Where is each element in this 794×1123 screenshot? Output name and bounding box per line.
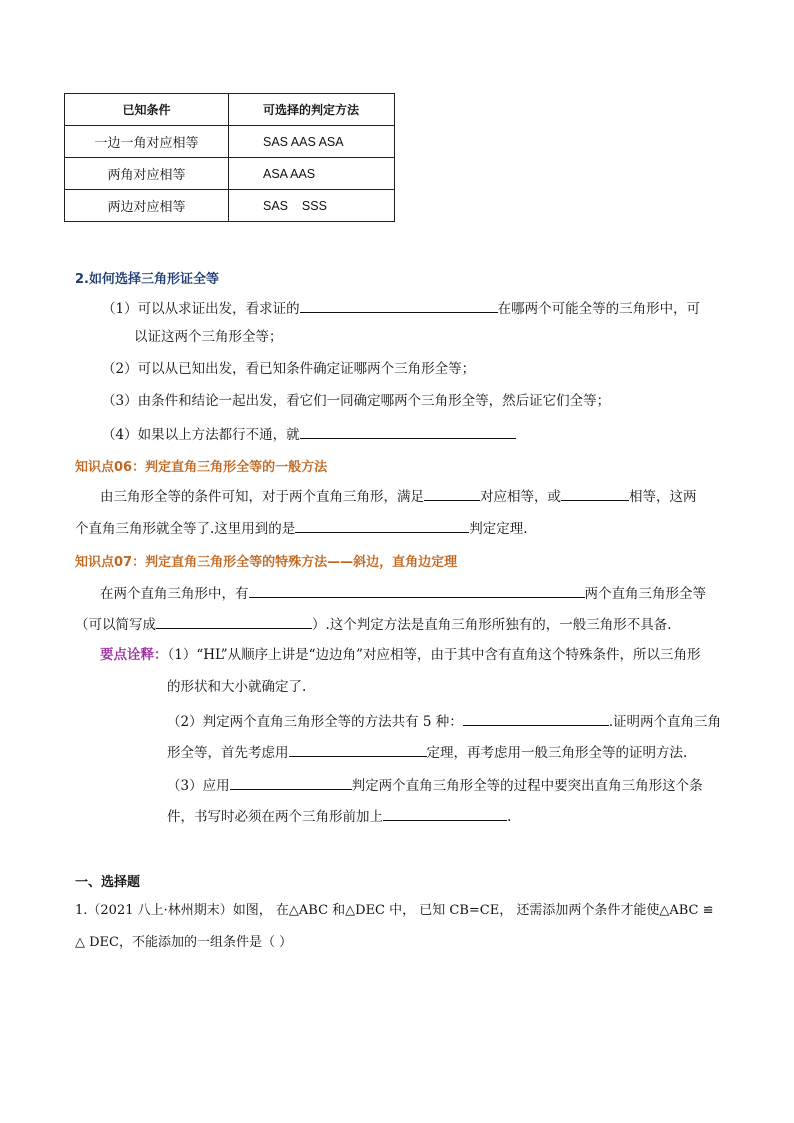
fill-blank bbox=[249, 583, 585, 598]
text-span: 在两个直角三角形中，有 bbox=[100, 586, 249, 602]
table-header-row bbox=[65, 94, 395, 126]
text-span: 判定定理. bbox=[469, 521, 528, 537]
table-cell: SAS SSS bbox=[229, 190, 395, 222]
fill-blank bbox=[156, 614, 312, 629]
text-span: 对应相等，或 bbox=[480, 489, 561, 505]
fill-blank bbox=[424, 486, 480, 501]
table-cell: ASA AAS bbox=[229, 158, 395, 190]
fill-blank bbox=[463, 711, 609, 726]
paragraph-line: （2）可以从已知出发，看已知条件确定证哪两个三角形全等； bbox=[102, 361, 476, 377]
paragraph-line bbox=[100, 486, 697, 506]
fill-blank bbox=[289, 742, 427, 757]
question-line: 1.（2021 八上·林州期末）如图， 在△ABC 和△DEC 中， 已知 CB=CE， 还需添加两个条件才能使△ABC ≌ bbox=[75, 903, 714, 918]
table-row bbox=[65, 158, 395, 190]
text-span: 定理，再考虑用一般三角形全等的证明方法. bbox=[426, 745, 688, 761]
text-span: 在哪两个可能全等的三角形中，可 bbox=[497, 301, 701, 317]
text-span: ）.这个判定方法是直角三角形所独有的，一般三角形不具备. bbox=[312, 617, 672, 633]
text-span: 由三角形全等的条件可知，对于两个直角三角形，满足 bbox=[100, 489, 424, 505]
knowledge-point-heading: 知识点07：判定直角三角形全等的特殊方法——斜边，直角边定理 bbox=[75, 555, 458, 570]
criteria-table bbox=[64, 93, 395, 222]
text-span: 相等，这两 bbox=[629, 489, 697, 505]
fill-blank bbox=[383, 806, 507, 821]
paragraph-line bbox=[75, 518, 528, 538]
text-span: 件，书写时必须在两个三角形前加上 bbox=[167, 809, 383, 825]
fill-blank bbox=[230, 775, 352, 790]
paragraph-line bbox=[102, 298, 700, 318]
table-header-cell: 已知条件 bbox=[65, 94, 229, 126]
paragraph-line: 的形状和大小就确定了. bbox=[167, 679, 307, 695]
text-span: . bbox=[507, 809, 512, 825]
paragraph-line bbox=[102, 424, 516, 444]
table-cell: 一边一角对应相等 bbox=[65, 126, 229, 158]
text-span: 判定两个直角三角形全等的过程中要突出直角三角形这个条 bbox=[351, 778, 703, 794]
table-row bbox=[65, 126, 395, 158]
table-cell: SAS AAS ASA bbox=[229, 126, 395, 158]
paragraph-line bbox=[100, 583, 706, 603]
table-cell: 两角对应相等 bbox=[65, 158, 229, 190]
fill-blank bbox=[300, 424, 516, 439]
paragraph-line bbox=[167, 775, 703, 795]
paragraph-line: 以证这两个三角形全等； bbox=[134, 329, 283, 345]
fill-blank bbox=[295, 518, 469, 533]
knowledge-point-heading: 知识点06：判定直角三角形全等的一般方法 bbox=[75, 460, 328, 475]
section-heading: 2.如何选择三角形证全等 bbox=[75, 272, 219, 287]
paragraph-line bbox=[167, 806, 511, 826]
table-header-cell: 可选择的判定方法 bbox=[229, 94, 395, 126]
text-span: （2）判定两个直角三角形全等的方法共有 5 种： bbox=[167, 714, 463, 730]
table-row bbox=[65, 190, 395, 222]
table-cell: 两边对应相等 bbox=[65, 190, 229, 222]
paragraph-line bbox=[75, 614, 672, 634]
section-title: 一、选择题 bbox=[75, 875, 141, 890]
text-span: 两个直角三角形全等 bbox=[584, 586, 706, 602]
notes-label: 要点诠释： bbox=[100, 647, 168, 663]
text-span: （可以简写成 bbox=[75, 617, 156, 633]
text-span: （1）可以从求证出发，看求证的 bbox=[102, 301, 300, 317]
fill-blank bbox=[561, 486, 629, 501]
paragraph-line bbox=[167, 711, 721, 731]
text-span: 个直角三角形就全等了.这里用到的是 bbox=[75, 521, 296, 537]
text-span: （4）如果以上方法都行不通，就 bbox=[102, 427, 300, 443]
text-span: .证明两个直角三角 bbox=[608, 714, 722, 730]
text-span: 形全等，首先考虑用 bbox=[167, 745, 289, 761]
paragraph-line: （3）由条件和结论一起出发，看它们一同确定哪两个三角形全等，然后证它们全等； bbox=[102, 393, 611, 409]
paragraph-line bbox=[100, 646, 700, 664]
paragraph-line bbox=[167, 742, 687, 762]
fill-blank bbox=[300, 298, 498, 313]
text-span: （3）应用 bbox=[167, 778, 230, 794]
question-line: △ DEC，不能添加的一组条件是（ ） bbox=[75, 935, 293, 950]
text-span: （1）“HL”从顺序上讲是“边边角”对应相等，由于其中含有直角这个特殊条件，所以三角形 bbox=[167, 647, 701, 663]
